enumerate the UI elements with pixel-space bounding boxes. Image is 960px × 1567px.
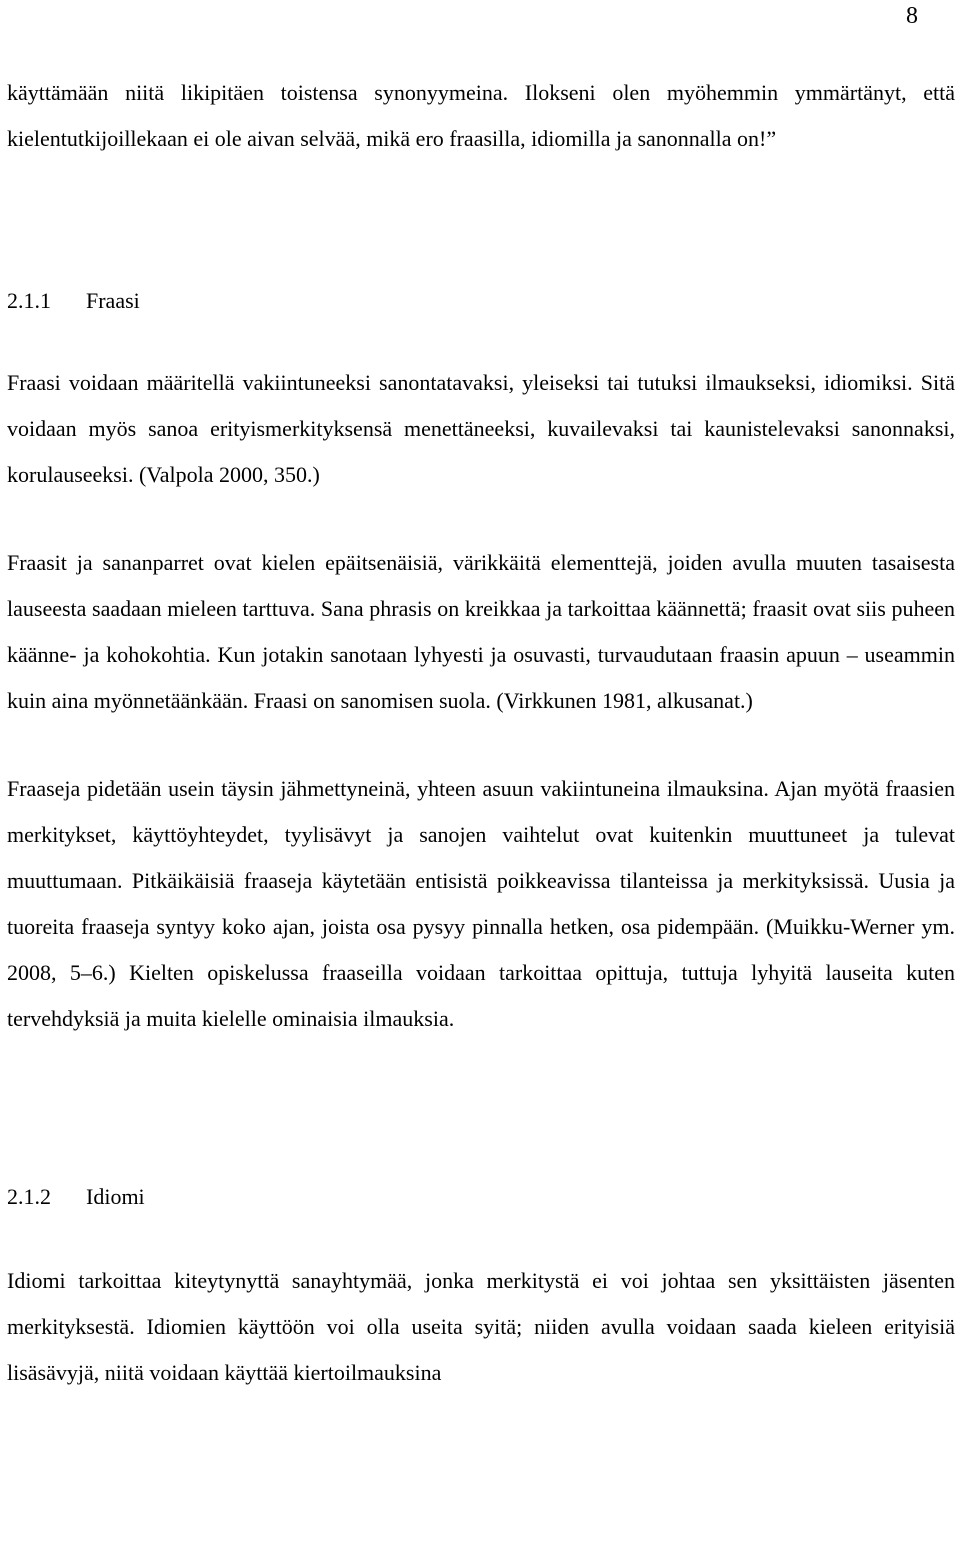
page-number: 8 (906, 3, 918, 29)
idiomi-paragraph-1: Idiomi tarkoittaa kiteytynyttä sanayhtymää, jonka merkitystä ei voi johtaa sen yksittäisten jäsenten merkityksestä. Idiomien käyttöön voi olla useita syitä; niiden avulla voidaan saada kieleen erityisiä lisäsävyjä, niitä voidaan käyttää kiertoilmauksina (7, 1268, 955, 1385)
page-body (7, 70, 955, 1396)
fraasi-paragraph-3: Fraaseja pidetään usein täysin jähmettyneinä, yhteen asuun vakiintuneina ilmauksina. Ajan myötä fraasien merkitykset, käyttöyhteydet, tyylisävyt ja sanojen vaihtelut ovat kuitenkin muuttuneet ja tulevat muuttumaan. Pitkäikäisiä fraaseja käytetään entisistä poikkeavissa tilanteissa ja merkityksissä. Uusia ja tuoreita fraaseja syntyy koko ajan, joista osa pysyy pinnalla hetken, osa pidempään. (Muikku-Werner ym. 2008, 5–6.) Kielten opiskelussa fraaseilla voidaan tarkoittaa opittuja, tuttuja lyhyitä lauseita kuten tervehdyksiä ja muita kielelle ominaisia ilmauksia. (7, 776, 955, 1031)
section-heading-fraasi (7, 278, 955, 324)
fraasi-paragraph-2: Fraasit ja sananparret ovat kielen epäitsenäisiä, värikkäitä elementtejä, joiden avulla muuten tasaisesta lauseesta saadaan mieleen tarttuva. Sana phrasis on kreikkaa ja tarkoittaa käännettä; fraasit ovat siis puheen käänne- ja kohokohtia. Kun jotakin sanotaan lyhyesti ja osuvasti, turvaudutaan fraasin apuun – useammin kuin aina myönnetäänkään. Fraasi on sanomisen suola. (Virkkunen 1981, alkusanat.) (7, 550, 955, 713)
section-title: Fraasi (86, 288, 140, 313)
section-title: Idiomi (86, 1184, 145, 1209)
section-number: 2.1.1 (7, 288, 51, 313)
fraasi-paragraph-1: Fraasi voidaan määritellä vakiintuneeksi sanontatavaksi, yleiseksi tai tutuksi ilmaukseksi, idiomiksi. Sitä voidaan myös sanoa erityismerkityksensä menettäneeksi, kuvailevaksi tai kaunistelevaksi sanonnaksi, korulauseeksi. (Valpola 2000, 350.) (7, 370, 955, 487)
intro-paragraph: käyttämään niitä likipitäen toistensa synonyymeina. Ilokseni olen myöhemmin ymmärtänyt, että kielentutkijoillekaan ei ole aivan selvää, mikä ero fraasilla, idiomilla ja sanonnalla on!” (7, 80, 955, 151)
section-number: 2.1.2 (7, 1184, 51, 1209)
section-heading-idiomi (7, 1174, 955, 1220)
